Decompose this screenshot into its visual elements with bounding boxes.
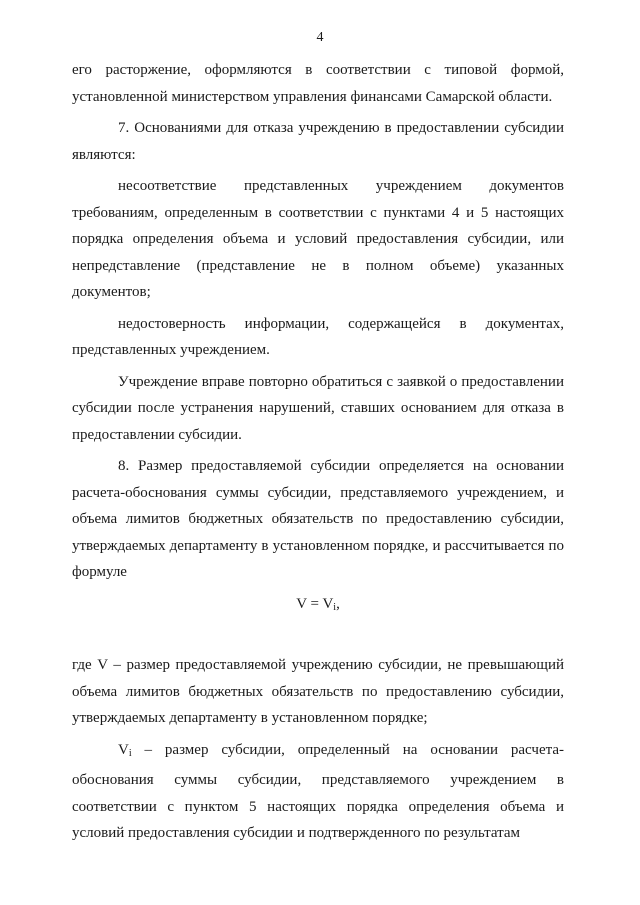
document-body <box>72 57 564 852</box>
paragraph-7: где V – размер предоставляемой учреждению субсидии, не превышающий объема лимитов бюджетных обязательств по предоставлению субсидии, утверждаемых департаменту в установленном порядке; <box>72 657 564 726</box>
page-number: 4 <box>316 30 324 45</box>
paragraph-6: 8. Размер предоставляемой субсидии определяется на основании расчета-обоснования суммы субсидии, представляемого учреждением, и объема лимитов бюджетных обязательств по предоставлению субсидии, утверждаемых департаменту в установленном порядке, и рассчитывается по формуле <box>72 458 564 580</box>
paragraph-8 <box>72 737 564 847</box>
formula-tail: , <box>336 595 340 612</box>
formula-subscript: i <box>333 601 337 613</box>
paragraph-5: Учреждение вправе повторно обратиться с заявкой о предоставлении субсидии после устранения нарушений, ставших основанием для отказа в предоставлении субсидии. <box>72 373 564 443</box>
vi-symbol: $V_i$ <box>118 741 132 759</box>
paragraph-2: 7. Основаниями для отказа учреждению в предоставлении субсидии являются: <box>72 120 564 163</box>
formula <box>72 591 564 622</box>
paragraph-8-text: – размер субсидии, определенный на основании расчета-обоснования суммы субсидии, представляемого учреждением в соответствии с пунктом 5 настоящих порядка определения объема и условий предоставления субсидии и подтвержденного по результатам <box>72 741 565 841</box>
formula-main: V = V <box>296 595 334 612</box>
paragraph-3: несоответствие представленных учреждением документов требованиям, определенным в соответствии с пунктами 4 и 5 настоящих порядка определения объема и условий предоставления субсидии, или непредставление (представление не в полном объеме) указанных документов; <box>72 178 564 300</box>
paragraph-4: недостоверность информации, содержащейся в документах, представленных учреждением. <box>72 315 564 358</box>
paragraph-1: его расторжение, оформляются в соответствии с типовой формой, установленной министерством управления финансами Самарской области. <box>72 62 564 105</box>
